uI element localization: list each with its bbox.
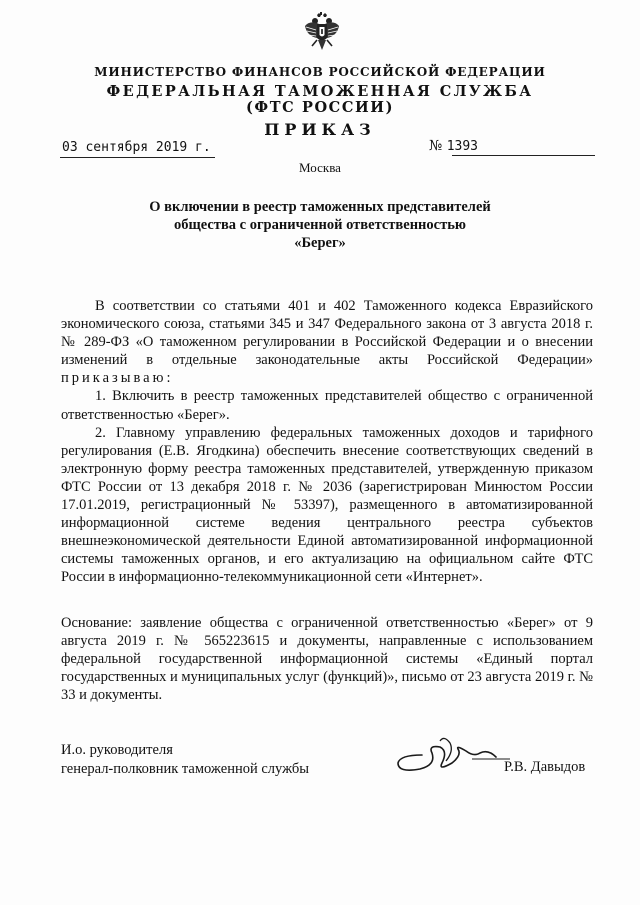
role-line: И.о. руководителя: [61, 742, 173, 758]
document-type: ПРИКАЗ: [264, 120, 376, 139]
order-title: [100, 198, 540, 252]
order-body: [61, 297, 593, 587]
signatory-role: [61, 741, 309, 779]
order-word: приказываю: [61, 370, 167, 387]
number-sign: №: [429, 138, 443, 154]
city: Москва: [299, 160, 341, 175]
order-item-1: 1. Включить в реестр таможенных представителей общество с ограниченной ответственностью «Берег».: [61, 388, 593, 423]
title-line: О включении в реестр таможенных представителей: [149, 199, 491, 215]
title-line: «Берег»: [294, 235, 346, 251]
order-number-field: [429, 138, 478, 154]
order-date: 03 сентября 2019 г.: [62, 140, 211, 155]
basis-paragraph: Основание: заявление общества с ограниченной ответственностью «Берег» от 9 августа 2019 г. № 565223615 и документы, направленные с использованием федеральной государственной информационной системы «Единый портал государственных и муниципальных услуг (функций)», письмо от 23 августа 2019 г. № 33 и документы.: [61, 615, 593, 704]
title-line: общества с ограниченной ответственностью: [174, 217, 466, 233]
preamble-paragraph: В соответствии со статьями 401 и 402 Таможенного кодекса Евразийского экономического союза, статьями 345 и 347 Федерального закона от 3 августа 2018 г. № 289-ФЗ «О таможенном регулировании в Российской Федерации и о внесении изменений в отдельные законодательные акты Российской Федерации» приказываю:: [61, 298, 593, 387]
ministry-name: МИНИСТЕРСТВО ФИНАНСОВ РОССИЙСКОЙ ФЕДЕРАЦИИ: [94, 65, 546, 79]
signatory-name: Р.В. Давыдов: [504, 759, 586, 775]
double-headed-eagle-icon: [304, 12, 340, 54]
handwritten-signature: [392, 733, 512, 783]
role-line: генерал-полковник таможенной службы: [61, 761, 310, 777]
order-item-2: 2. Главному управлению федеральных таможенных доходов и тарифного регулирования (Е.В. Ягодкина) обеспечить внесение соответствующих сведений в электронную форму реестра таможенных представителей, утвержденную приказом ФТС России от 13 декабря 2018 г. № 2036 (зарегистрирован Минюстом России 17.01.2019, регистрационный № 53397), размещенного в автоматизированной информационной системе ведения центрального реестра субъектов внешнеэкономической деятельности Единой автоматизированной информационной системы таможенных органов, и его актуализацию на официальном сайте ФТС России в информационно-телекоммуникационной сети «Интернет».: [61, 424, 593, 586]
preamble-text: В соответствии со статьями 401 и 402 Таможенного кодекса Евразийского экономического союза, статьями 345 и 347 Федерального закона от 3 августа 2018 г. № 289-ФЗ «О таможенном регулировании в Российской Федерации и о внесении изменений в отдельные законодательные акты Российской Федерации»: [61, 298, 593, 369]
basis-section: [61, 614, 593, 704]
service-name: ФЕДЕРАЛЬНАЯ ТАМОЖЕННАЯ СЛУЖБА: [106, 83, 534, 100]
date-underline: [60, 157, 215, 158]
order-number: 1393: [446, 139, 479, 154]
number-underline: [452, 155, 595, 156]
service-abbreviation: (ФТС РОССИИ): [245, 99, 395, 116]
